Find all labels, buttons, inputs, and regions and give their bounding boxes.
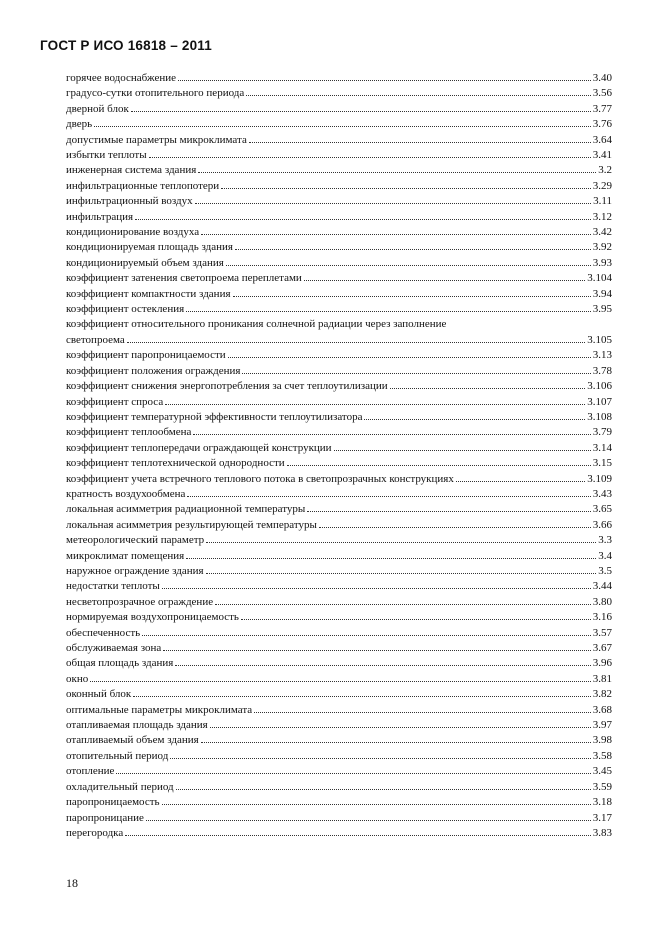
- dot-leader: [206, 532, 596, 543]
- index-reference: 3.109: [587, 472, 612, 485]
- index-reference: 3.78: [592, 364, 612, 377]
- index-reference: 3.58: [592, 749, 612, 762]
- index-list: [66, 70, 612, 840]
- index-reference: 3.92: [592, 241, 612, 254]
- dot-leader: [187, 486, 590, 497]
- index-term: коэффициент паропроницаемости: [66, 349, 226, 362]
- index-term: обеспеченность: [66, 626, 141, 639]
- dot-leader: [210, 717, 591, 728]
- dot-leader: [186, 301, 591, 312]
- index-entry: [66, 640, 612, 655]
- index-term: коэффициент теплотехнической однородности: [66, 457, 285, 470]
- index-entry: [66, 409, 612, 424]
- dot-leader: [390, 378, 586, 389]
- index-reference: 3.44: [592, 580, 612, 593]
- index-term: отапливаемая площадь здания: [66, 719, 208, 732]
- index-term: паропроницаемость: [66, 796, 160, 809]
- index-reference: 3.82: [592, 688, 612, 701]
- index-reference: 3.68: [592, 703, 612, 716]
- index-reference: 3.96: [592, 657, 612, 670]
- index-reference: 3.104: [587, 272, 612, 285]
- dot-leader: [206, 563, 597, 574]
- dot-leader: [241, 609, 591, 620]
- dot-leader: [176, 779, 591, 790]
- index-term: микроклимат помещения: [66, 549, 185, 562]
- dot-leader: [165, 394, 585, 405]
- dot-leader: [215, 594, 591, 605]
- index-reference: 3.11: [593, 195, 612, 208]
- dot-leader: [131, 101, 591, 112]
- index-entry: [66, 563, 612, 578]
- index-term: коэффициент остекления: [66, 303, 185, 316]
- index-reference: 3.5: [598, 565, 612, 577]
- dot-leader: [142, 625, 591, 636]
- index-term: коэффициент компактности здания: [66, 287, 231, 300]
- dot-leader: [175, 655, 590, 666]
- dot-leader: [162, 794, 591, 805]
- dot-leader: [116, 763, 590, 774]
- index-entry: [66, 471, 612, 486]
- index-reference: 3.77: [592, 102, 612, 115]
- index-entry: [66, 394, 612, 409]
- dot-leader: [249, 132, 591, 143]
- index-reference: 3.67: [592, 642, 612, 655]
- index-term: избытки теплоты: [66, 149, 147, 162]
- index-entry: [66, 594, 612, 609]
- index-reference: 3.43: [592, 487, 612, 500]
- index-term: обслуживаемая зона: [66, 642, 162, 655]
- dot-leader: [319, 517, 591, 528]
- index-reference: 3.13: [592, 349, 612, 362]
- index-term: отопление: [66, 765, 115, 778]
- index-reference: 3.66: [592, 518, 612, 531]
- dot-leader: [242, 363, 590, 374]
- index-reference: 3.98: [592, 734, 612, 747]
- index-term: допустимые параметры микроклимата: [66, 133, 247, 146]
- index-term: коэффициент учета встречного теплового потока в светопрозрачных конструкциях: [66, 472, 454, 485]
- index-entry: [66, 810, 612, 825]
- index-reference: 3.65: [592, 503, 612, 516]
- index-term: инфильтрационный воздух: [66, 195, 193, 208]
- index-entry: [66, 270, 612, 285]
- dot-leader: [364, 409, 585, 420]
- dot-leader: [195, 193, 592, 204]
- index-term: дверь: [66, 118, 93, 131]
- index-entry: [66, 378, 612, 393]
- dot-leader: [94, 116, 591, 127]
- dot-leader: [307, 501, 590, 512]
- index-term: паропроницание: [66, 811, 144, 824]
- index-entry: [66, 162, 612, 177]
- dot-leader: [456, 471, 585, 482]
- index-entry: [66, 717, 612, 732]
- index-entry: [66, 779, 612, 794]
- index-term: перегородка: [66, 826, 124, 839]
- index-reference: 3.16: [592, 611, 612, 624]
- index-term: кондиционируемая площадь здания: [66, 241, 233, 254]
- index-term: оптимальные параметры микроклимата: [66, 703, 253, 716]
- index-reference: 3.107: [587, 395, 612, 408]
- index-entry: [66, 671, 612, 686]
- index-entry: [66, 193, 612, 208]
- index-reference: 3.79: [592, 426, 612, 439]
- index-entry: [66, 70, 612, 85]
- index-term: горячее водоснабжение: [66, 72, 176, 84]
- index-reference: 3.29: [592, 179, 612, 192]
- dot-leader: [146, 810, 591, 821]
- index-term: коэффициент теплопередачи ограждающей конструкции: [66, 441, 332, 454]
- index-entry: [66, 301, 612, 316]
- dot-leader: [201, 732, 591, 743]
- index-reference: 3.95: [592, 303, 612, 316]
- index-entry: [66, 548, 612, 563]
- index-entry: [66, 347, 612, 362]
- index-entry: [66, 686, 612, 701]
- dot-leader: [193, 424, 590, 435]
- index-term: коэффициент температурной эффективности теплоутилизатора: [66, 410, 363, 423]
- index-entry: [66, 255, 612, 270]
- index-term: градусо-сутки отопительного периода: [66, 87, 245, 100]
- index-term: коэффициент снижения энергопотребления за счет теплоутилизации: [66, 380, 388, 393]
- page-number: 18: [66, 876, 78, 890]
- index-reference: 3.81: [592, 672, 612, 685]
- dot-leader: [233, 286, 591, 297]
- page-header: ГОСТ Р ИСО 16818 – 2011: [40, 38, 212, 53]
- index-term: кондиционирование воздуха: [66, 226, 200, 239]
- index-reference: 3.14: [592, 441, 612, 454]
- index-term: окно: [66, 672, 89, 685]
- index-entry: [66, 85, 612, 100]
- index-reference: 3.41: [592, 149, 612, 162]
- index-entry: [66, 209, 612, 224]
- index-reference: 3.97: [592, 719, 612, 732]
- index-term: отапливаемый объем здания: [66, 734, 199, 747]
- index-entry: [66, 794, 612, 809]
- index-term: локальная асимметрия результирующей температуры: [66, 518, 317, 531]
- dot-leader: [127, 332, 586, 343]
- dot-leader: [304, 270, 585, 281]
- index-entry: [66, 424, 612, 439]
- index-term: локальная асимметрия радиационной температуры: [66, 503, 306, 516]
- index-term: недостатки теплоты: [66, 580, 160, 593]
- index-entry: [66, 101, 612, 116]
- dot-leader: [246, 85, 591, 96]
- index-reference: 3.105: [587, 333, 612, 346]
- index-reference: 3.45: [592, 765, 612, 778]
- index-entry: [66, 763, 612, 778]
- index-entry: [66, 178, 612, 193]
- index-term: инженерная система здания: [66, 164, 197, 177]
- index-reference: 3.59: [592, 780, 612, 793]
- index-reference: 3.18: [592, 796, 612, 809]
- index-entry: [66, 132, 612, 147]
- index-entry: [66, 625, 612, 640]
- dot-leader: [334, 440, 591, 451]
- index-term: метеорологический параметр: [66, 534, 205, 547]
- dot-leader: [198, 162, 596, 173]
- dot-leader: [125, 825, 591, 836]
- dot-leader: [201, 224, 591, 235]
- index-term: инфильтрационные теплопотери: [66, 179, 220, 192]
- index-reference: 3.64: [592, 133, 612, 146]
- index-entry: [66, 609, 612, 624]
- index-term: кондиционируемый объем здания: [66, 256, 224, 269]
- index-reference: 3.2: [598, 164, 612, 177]
- index-reference: 3.94: [592, 287, 612, 300]
- index-term: кратность воздухообмена: [66, 487, 186, 500]
- index-term: общая площадь здания: [66, 657, 174, 670]
- dot-leader: [235, 239, 591, 250]
- index-reference: 3.42: [592, 226, 612, 239]
- index-reference: 3.76: [592, 118, 612, 131]
- dot-leader: [170, 748, 590, 759]
- dot-leader: [90, 671, 591, 682]
- index-term: коэффициент теплообмена: [66, 426, 192, 439]
- index-reference: 3.15: [592, 457, 612, 470]
- dot-leader: [135, 209, 591, 220]
- index-entry: [66, 286, 612, 301]
- dot-leader: [149, 147, 591, 158]
- dot-leader: [221, 178, 591, 189]
- index-entry: [66, 517, 612, 532]
- index-reference: 3.56: [592, 87, 612, 100]
- index-entry: [66, 239, 612, 254]
- index-term: несветопрозрачное ограждение: [66, 595, 214, 608]
- index-reference: 3.12: [592, 210, 612, 223]
- dot-leader: [226, 255, 591, 266]
- index-term: светопроема: [66, 333, 125, 346]
- index-term: дверной блок: [66, 102, 129, 115]
- index-term: нормируемая воздухопроницаемость: [66, 611, 239, 624]
- dot-leader: [287, 455, 591, 466]
- index-entry: [66, 825, 612, 840]
- index-term: коэффициент затенения светопроема переплетами: [66, 272, 302, 285]
- index-entry: [66, 332, 612, 347]
- index-reference: 3.40: [592, 72, 612, 84]
- index-reference: 3.106: [587, 380, 612, 393]
- index-reference: 3.83: [592, 826, 612, 839]
- index-term: инфильтрация: [66, 210, 134, 223]
- index-entry: [66, 455, 612, 470]
- index-entry: [66, 732, 612, 747]
- index-entry: [66, 486, 612, 501]
- dot-leader: [162, 578, 591, 589]
- index-term: охладительный период: [66, 780, 174, 793]
- index-entry: [66, 748, 612, 763]
- index-entry: [66, 655, 612, 670]
- index-entry: [66, 532, 612, 547]
- index-reference: 3.80: [592, 595, 612, 608]
- index-reference: 3.108: [587, 410, 612, 423]
- index-entry: [66, 116, 612, 131]
- index-reference: 3.3: [598, 534, 612, 547]
- index-entry: [66, 224, 612, 239]
- dot-leader: [228, 347, 591, 358]
- dot-leader: [186, 548, 596, 559]
- dot-leader: [163, 640, 590, 651]
- index-term: коэффициент положения ограждения: [66, 364, 241, 377]
- dot-leader: [178, 70, 591, 81]
- index-reference: 3.4: [598, 549, 612, 562]
- index-entry: [66, 147, 612, 162]
- dot-leader: [133, 686, 591, 697]
- index-reference: 3.57: [592, 626, 612, 639]
- dot-leader: [254, 702, 591, 713]
- index-reference: 3.93: [592, 256, 612, 269]
- index-entry-continued-line: коэффициент относительного проникания солнечной радиации через заполнение: [66, 317, 447, 330]
- index-term: отопительный период: [66, 749, 169, 762]
- index-entry: [66, 702, 612, 717]
- index-entry: [66, 440, 612, 455]
- index-reference: 3.17: [592, 811, 612, 824]
- index-term: оконный блок: [66, 688, 132, 701]
- index-term: коэффициент спроса: [66, 395, 164, 408]
- index-entry: [66, 501, 612, 516]
- index-entry: [66, 578, 612, 593]
- index-entry: [66, 363, 612, 378]
- index-term: наружное ограждение здания: [66, 565, 204, 577]
